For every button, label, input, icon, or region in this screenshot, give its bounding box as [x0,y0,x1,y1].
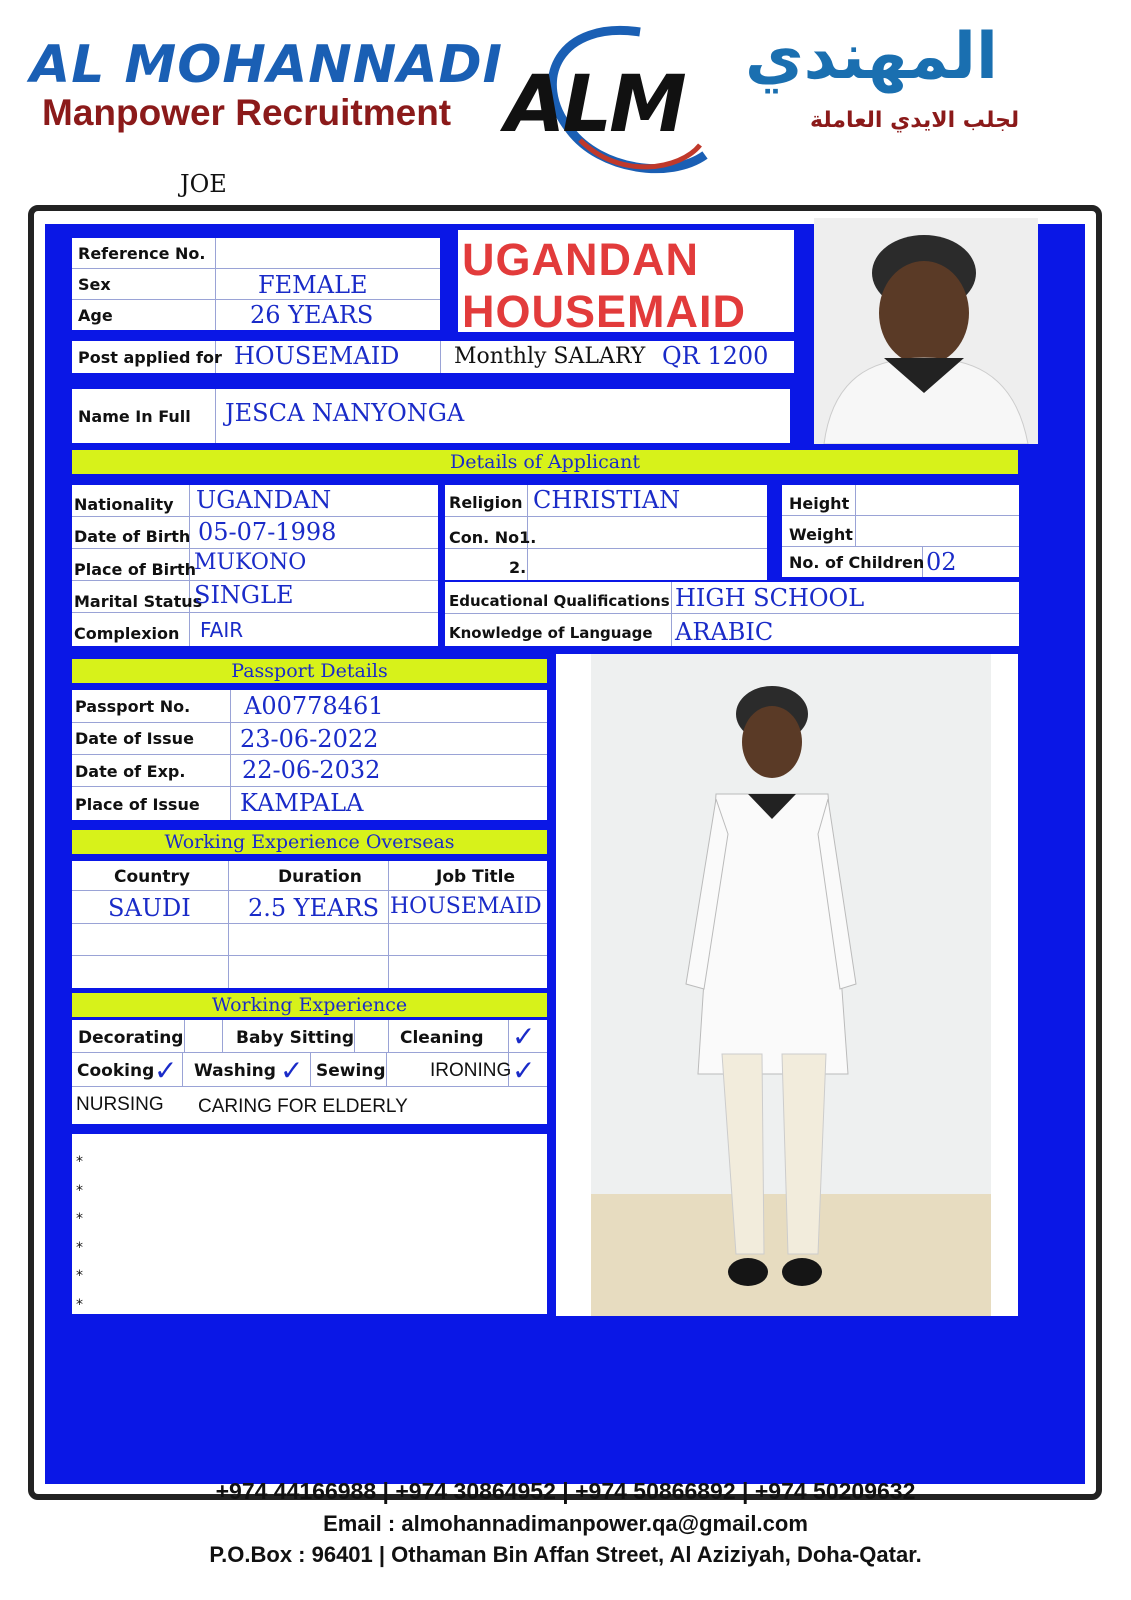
reference-label: Reference No. [78,244,206,263]
experience-band: Working Experience [72,993,547,1017]
dob-label: Date of Birth [74,527,191,546]
contact2-label: 2. [509,558,527,577]
expiry-date-label: Date of Exp. [75,762,186,781]
skill-ironing: IRONING [430,1060,512,1081]
brand-name: AL MOHANNADI [30,35,503,95]
marital-label: Marital Status [74,592,203,611]
passport-box [72,690,547,820]
name-label: Name In Full [78,407,191,426]
education-label: Educational Qualifications [449,592,670,610]
skill-cooking: Cooking [77,1061,155,1081]
col-job-title: Job Title [436,867,515,887]
brand-subtitle: Manpower Recruitment [42,92,452,133]
basic-info-box [72,238,440,330]
note-bullet: * [76,1268,83,1284]
full-body-person-icon [556,654,1018,1316]
issue-date-value: 23-06-2022 [240,725,379,753]
skill-washing: Washing [194,1061,276,1081]
skill-elderly-care: CARING FOR ELDERLY [198,1096,408,1117]
issue-place-label: Place of Issue [75,795,200,814]
footer-address: P.O.Box : 96401 | Othaman Bin Affan Street, Al Aziziyah, Doha-Qatar. [209,1542,922,1567]
age-label: Age [78,306,113,325]
physical-box [782,485,1019,577]
weight-label: Weight [789,525,853,544]
cleaning-check-icon: ✓ [512,1020,536,1053]
education-value: HIGH SCHOOL [675,584,865,612]
salary-value: QR 1200 [662,342,769,370]
passport-band: Passport Details [72,659,547,683]
expiry-date-value: 22-06-2032 [242,756,381,784]
details-band: Details of Applicant [72,450,1018,474]
cooking-check-icon: ✓ [154,1054,178,1087]
pob-value: MUKONO [194,550,307,575]
overseas-duration: 2.5 YEARS [248,894,380,922]
headline-line2: HOUSEMAID [462,286,747,337]
contact1-label: Con. No1. [449,528,537,547]
education-box [445,582,1019,646]
overseas-band: Working Experience Overseas [72,830,547,854]
overseas-job-title: HOUSEMAID [390,894,542,919]
post-label: Post applied for [78,348,222,367]
experience-box [72,1020,547,1124]
portrait-person-icon [814,218,1038,444]
footer-email: Email : almohannadimanpower.qa@gmail.com [323,1511,808,1536]
logo-text: ALM [505,60,684,150]
footer-phones: +974 44166988 | +974 30864952 | +974 50866892 | +974 50209632 [215,1478,916,1504]
portrait-photo [814,218,1038,444]
skill-nursing: NURSING [76,1094,164,1115]
overseas-country: SAUDI [108,894,191,922]
age-value: 26 YEARS [250,301,374,329]
notes-list [76,1148,547,1319]
post-salary-row [72,341,794,373]
brand-arabic-subtitle: لجلب الايدي العاملة [810,108,1020,133]
skill-cleaning: Cleaning [400,1028,484,1048]
post-value: HOUSEMAID [234,342,400,370]
sex-value: FEMALE [258,271,368,299]
name-value: JESCA NANYONGA [225,399,465,427]
details-left-box [72,485,438,646]
note-bullet: * [76,1239,83,1256]
col-duration: Duration [278,867,362,887]
dob-value: 05-07-1998 [198,518,337,546]
issue-date-label: Date of Issue [75,729,194,748]
note-bullet: * [76,1296,83,1313]
pob-label: Place of Birth [74,560,197,579]
children-label: No. of Children [789,553,925,572]
skill-decorating: Decorating [78,1028,184,1048]
notes-box [72,1134,547,1314]
complexion-label: Complexion [74,624,180,643]
marital-value: SINGLE [194,581,294,609]
nationality-label: Nationality [74,495,174,514]
language-value: ARABIC [675,618,774,646]
table-row [72,924,547,956]
language-label: Knowledge of Language [449,624,653,642]
complexion-value: FAIR [200,618,244,642]
note-bullet: * [76,1154,83,1170]
washing-check-icon: ✓ [280,1054,304,1087]
name-row [72,389,790,443]
note-bullet: * [76,1182,83,1199]
passport-no-label: Passport No. [75,697,191,716]
religion-box [445,485,767,580]
brand-arabic: المهندي [745,20,998,94]
sex-label: Sex [78,275,111,294]
religion-label: Religion [449,493,523,512]
full-body-photo [556,654,1018,1316]
table-row [72,891,547,924]
skill-baby-sitting: Baby Sitting [236,1028,355,1048]
salary-label: Monthly SALARY [454,344,646,369]
agent-name: JOE [180,170,227,198]
religion-value: CHRISTIAN [533,486,681,514]
table-row [72,956,547,988]
issue-place-value: KAMPALA [240,789,364,817]
note-bullet: * [76,1211,83,1227]
overseas-table [72,861,547,988]
nationality-value: UGANDAN [196,486,332,514]
passport-no-value: A00778461 [244,692,384,720]
headline-line1: UGANDAN [462,234,699,285]
col-country: Country [114,867,190,887]
ironing-check-icon: ✓ [512,1054,536,1087]
skill-sewing: Sewing [316,1061,386,1081]
headline-box [458,230,794,337]
children-value: 02 [926,548,957,576]
height-label: Height [789,494,850,513]
